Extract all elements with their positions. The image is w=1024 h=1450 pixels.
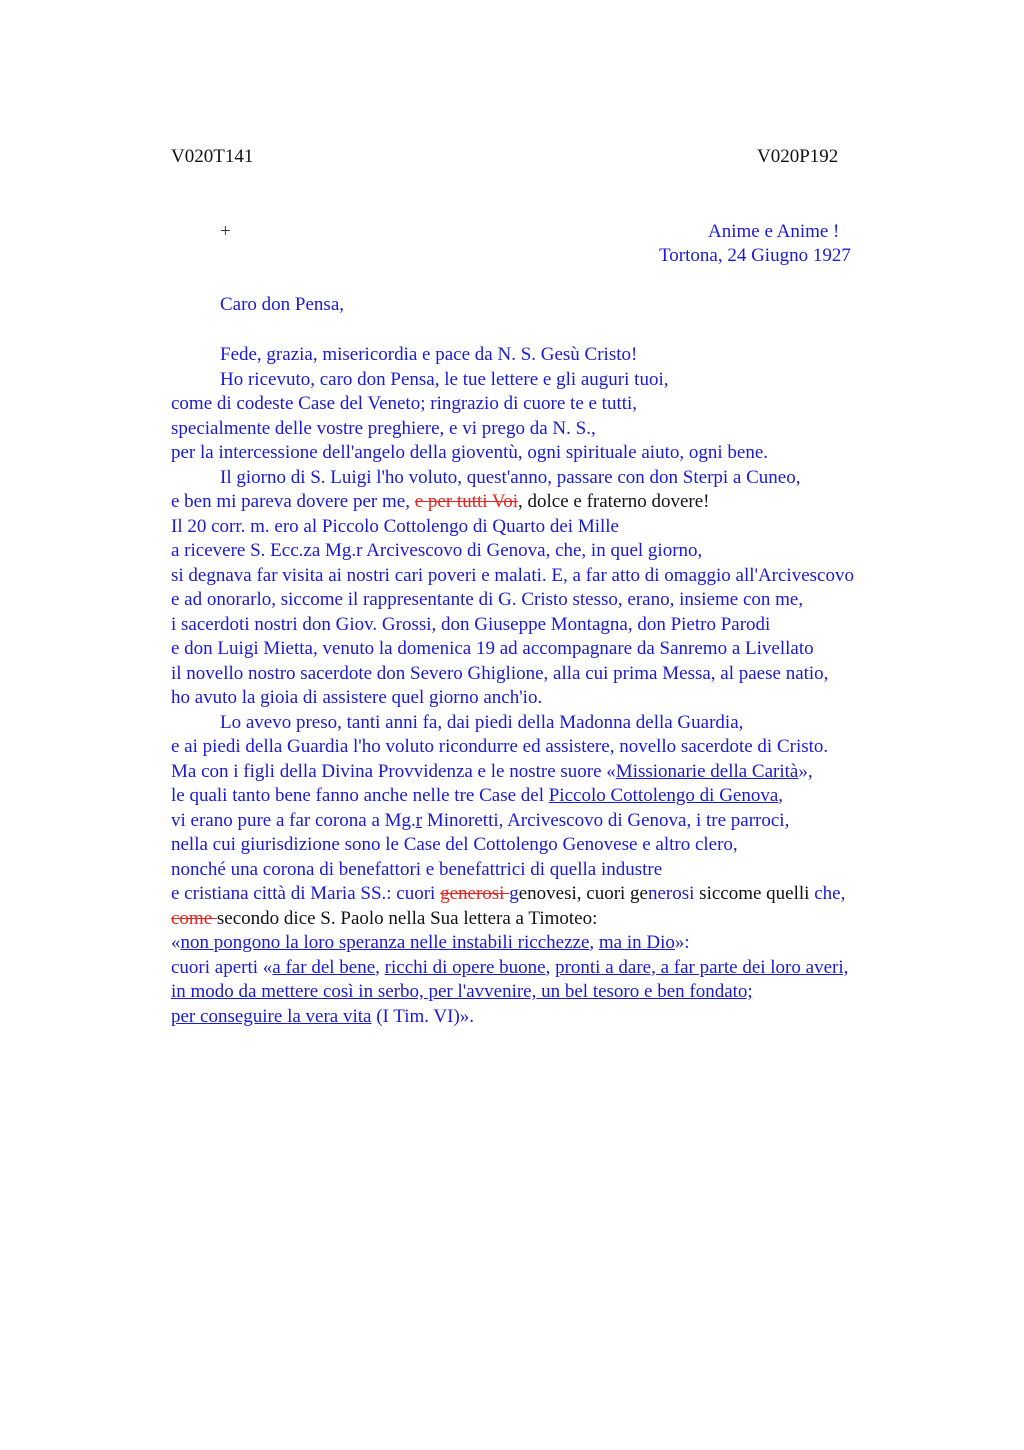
text-span: Ma con i figli della Divina Provvidenza e le nostre suore « [171,760,616,782]
text-line [171,490,971,515]
underlined-text: Missionarie della Carità [615,760,799,782]
page-code-right: V020P192 [757,146,839,167]
text-span: « [171,932,181,953]
text-line: ho avuto la gioia di assistere quel giorno anch'io. [171,687,543,708]
text-span: (I Tim. VI)». [371,1005,475,1027]
text-span: , [778,785,784,806]
text-span: »: [674,932,690,953]
text-line [171,784,971,809]
text-span: vi erano pure a far corona a Mg. [171,809,416,831]
text-line: come di codeste Case del Veneto; ringrazio di cuore te e tutti, [171,393,638,414]
letter-salutation: Caro don Pensa, [220,294,345,315]
text-span: Minoretti, Arcivescovo di Genova, i tre parroci, [422,809,790,831]
text-span: cuori aperti « [171,956,273,978]
text-span: nerosi [647,883,695,904]
text-line [171,956,971,981]
text-line: Lo avevo preso, tanti anni fa, dai piedi della Madonna della Guardia, [220,711,744,733]
letter-place-date: Tortona, 24 Giugno 1927 [659,245,851,266]
underlined-text: in modo da mettere così in serbo, per l'avvenire, un bel tesoro e ben fondato; [171,981,753,1002]
text-line: per la intercessione dell'angelo della gioventù, ogni spirituale aiuto, ogni bene. [171,442,768,463]
cross-mark: + [220,221,231,242]
text-span: », [798,760,813,782]
text-line: specialmente delle vostre preghiere, e vi prego da N. S., [171,417,596,439]
text-line: il novello nostro sacerdote don Severo Ghiglione, alla cui prima Messa, al paese natio, [171,662,829,684]
text-line: si degnava far visita ai nostri cari poveri e malati. E, a far atto di omaggio all'Arcivescovo [171,564,854,586]
text-line: i sacerdoti nostri don Giov. Grossi, don Giuseppe Montagna, don Pietro Parodi [171,613,771,635]
text-line [171,1005,971,1030]
text-line [171,882,971,907]
text-span: e ben mi pareva dovere per me, [171,491,410,512]
underlined-text: a far del bene [272,956,376,978]
text-line [171,931,971,956]
text-span: , [545,956,556,978]
text-line [171,760,971,785]
deleted-text: generosi [440,883,510,904]
underlined-text: non pongono la loro speranza nelle instabili ricchezze [180,932,590,953]
text-line [171,809,971,834]
text-span: che, [814,883,846,904]
underlined-text: r [415,809,423,831]
text-span: le quali tanto bene fanno anche nelle tre Case del [171,785,549,806]
text-line: Ho ricevuto, caro don Pensa, le tue lettere e gli auguri tuoi, [220,368,669,390]
text-line: Il giorno di S. Luigi l'ho voluto, quest'anno, passare con don Sterpi a Cuneo, [220,466,801,488]
underlined-text: ricchi di opere buone [384,956,546,978]
underlined-text: pronti a dare, a far parte dei loro averi, [555,956,849,978]
underlined-text: Piccolo Cottolengo di Genova [548,785,779,806]
text-line [171,907,971,932]
page-code-left: V020T141 [171,146,254,167]
deleted-text: e per tutti Voi [414,491,518,512]
letter-body [171,343,971,1029]
text-line: Fede, grazia, misericordia e pace da N. S. Gesù Cristo! [220,344,638,365]
text-span: secondo dice S. Paolo nella Sua lettera a Timoteo: [216,907,598,929]
text-line: nonché una corona di benefattori e benefattrici di quella industre [171,858,663,880]
text-line: a ricevere S. Ecc.za Mg.r Arcivescovo di Genova, che, in quel giorno, [171,540,703,561]
text-span: g [509,883,519,904]
underlined-text: la vera vita [287,1005,372,1027]
text-line: Il 20 corr. m. ero al Piccolo Cottolengo di Quarto dei Mille [171,515,619,537]
deleted-text: come [171,907,217,929]
text-line: e ad onorarlo, siccome il rappresentante di G. Cristo stesso, erano, insieme con me, [171,589,804,610]
letter-motto: Anime e Anime ! [708,221,840,242]
text-span: siccome quelli [694,883,815,904]
text-line: e ai piedi della Guardia l'ho voluto ricondurre ed assistere, novello sacerdote di Cristo. [171,736,829,757]
text-span: enovesi, cuori ge [518,883,648,904]
text-line: nella cui giurisdizione sono le Case del Cottolengo Genovese e altro clero, [171,834,738,855]
text-line [171,980,971,1005]
text-span: , [589,932,599,953]
text-span: e cristiana città di Maria SS.: cuori [171,883,441,904]
underlined-text: per conseguire [171,1005,288,1027]
text-span: , dolce e fraterno dovere! [518,491,710,512]
underlined-text: ma in Dio [598,932,675,953]
text-line: e don Luigi Mietta, venuto la domenica 19 ad accompagnare da Sanremo a Livellato [171,638,814,659]
text-span: , [375,956,385,978]
